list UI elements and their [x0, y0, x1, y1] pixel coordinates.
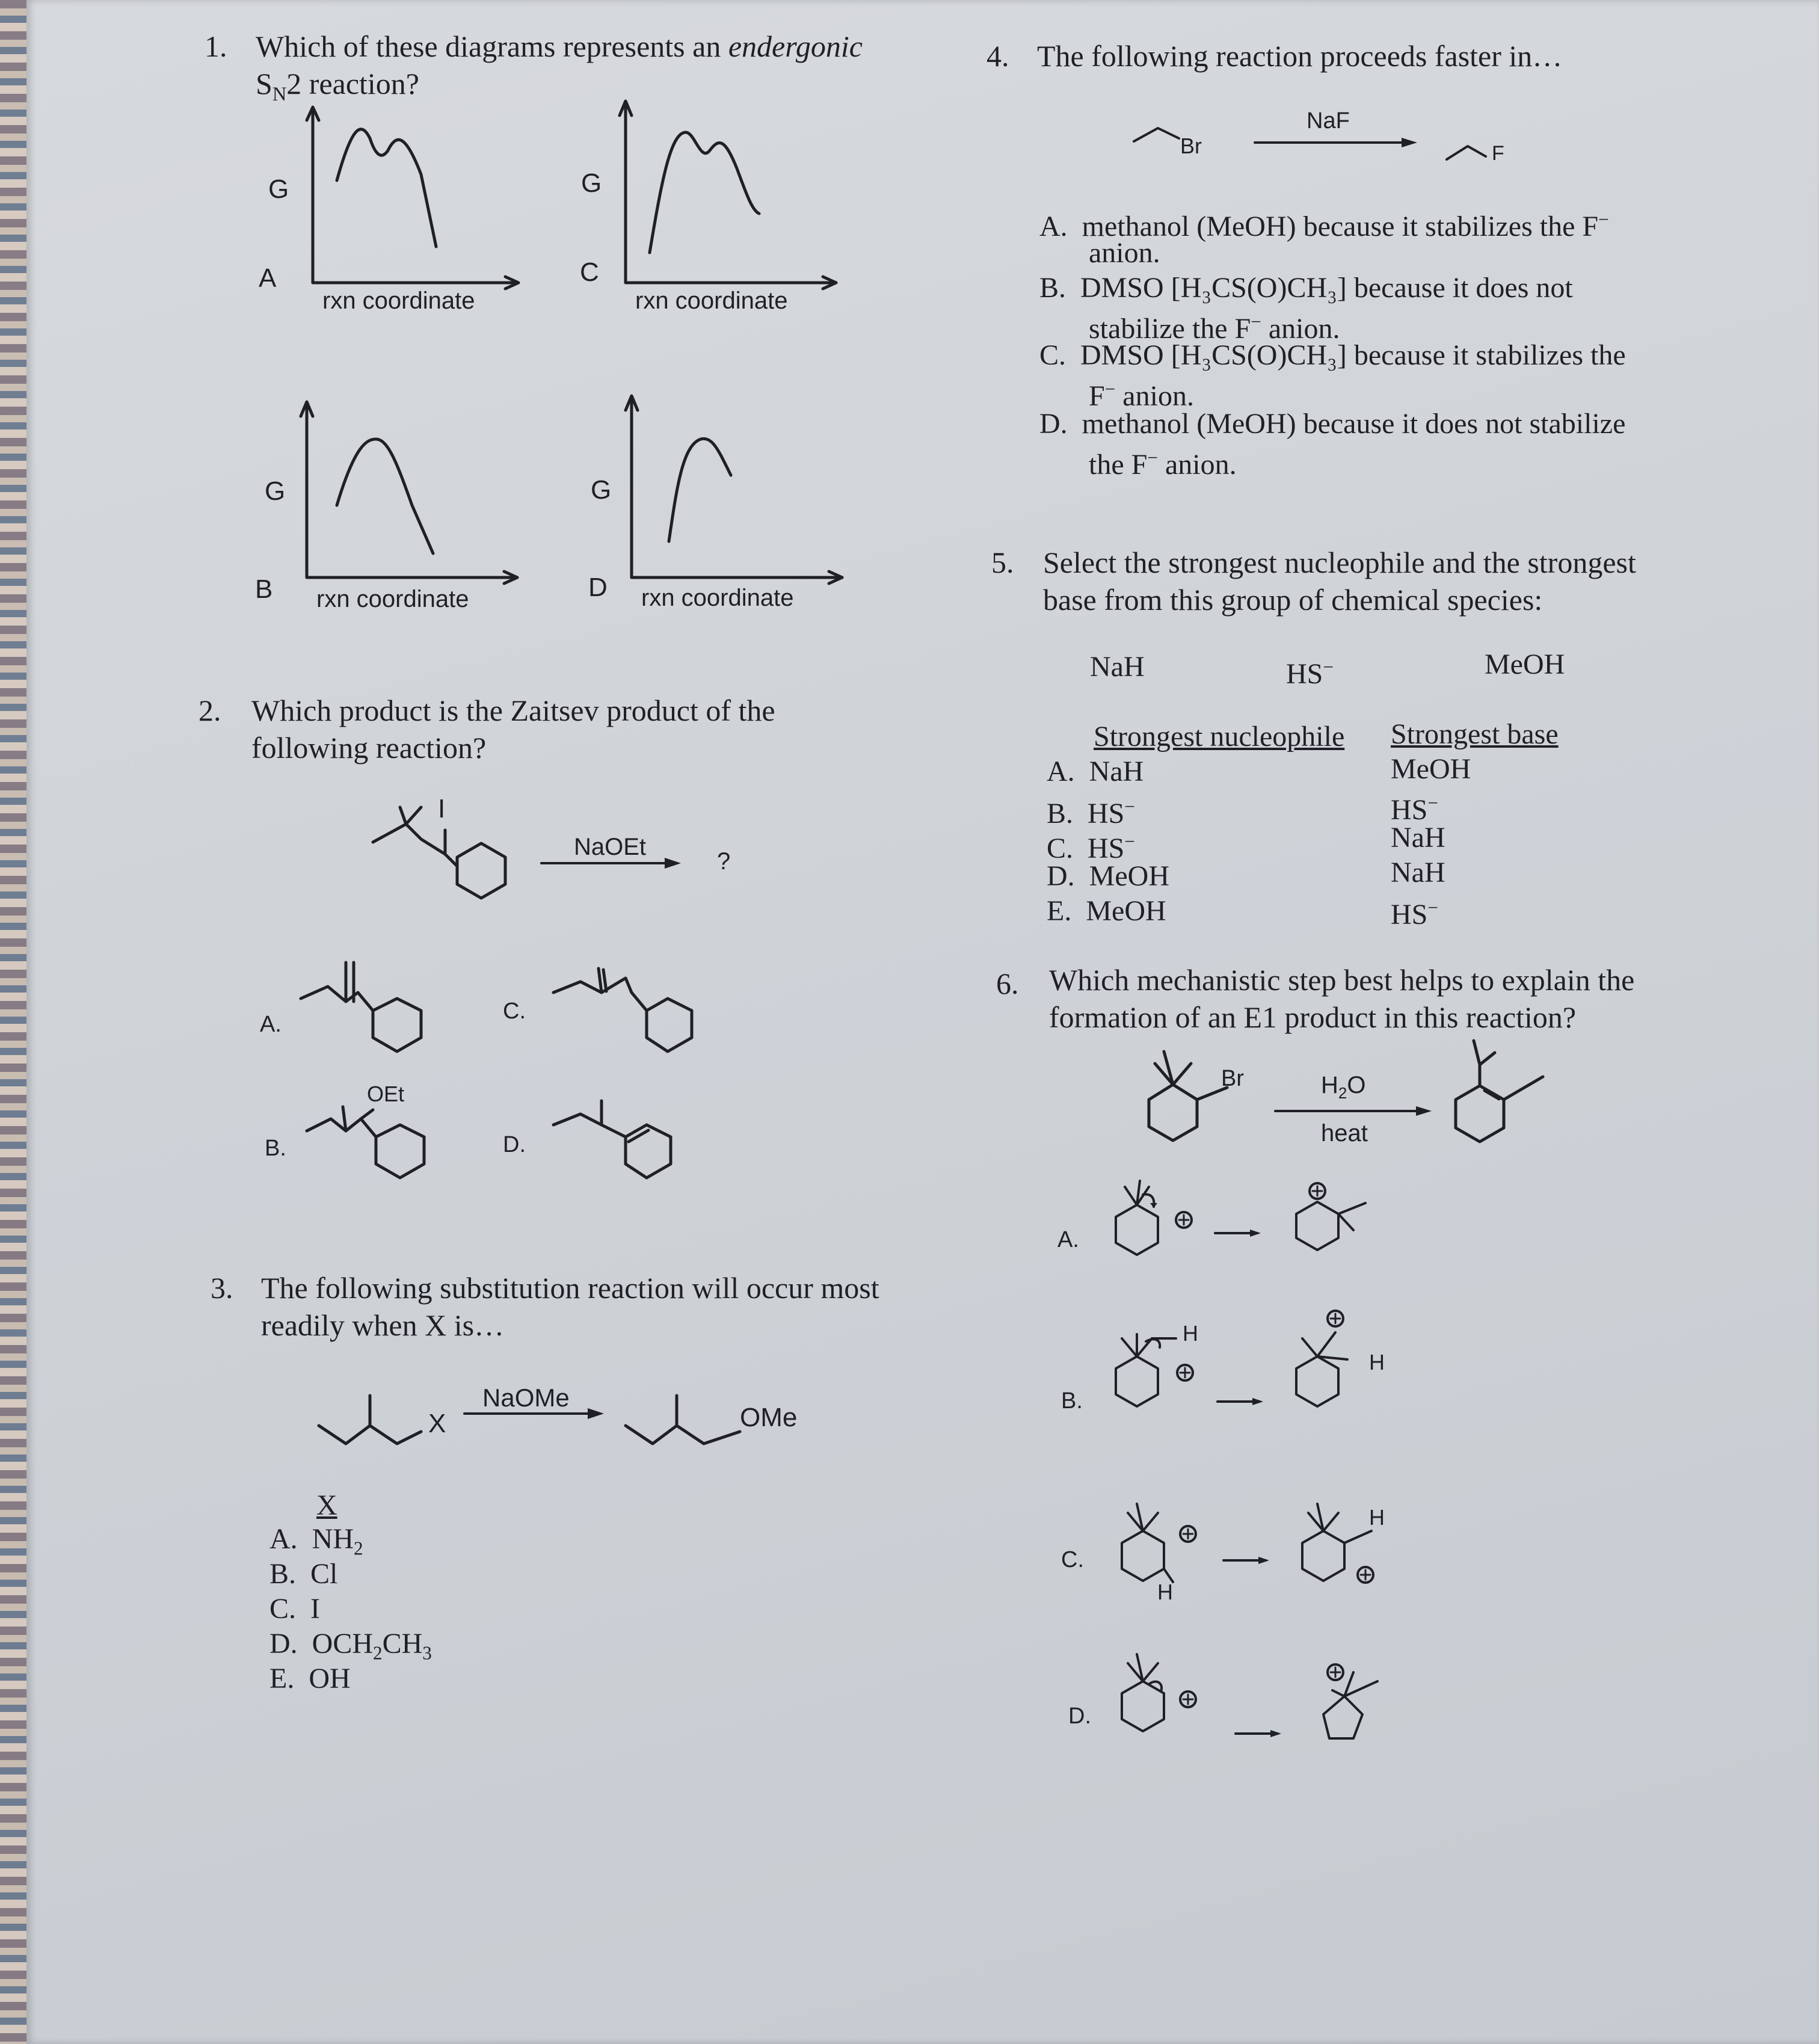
q3-leaving-group: X	[428, 1409, 446, 1438]
q4-option-d-cont	[1089, 440, 1237, 482]
q6-option-b-left-structure	[1095, 1305, 1215, 1438]
q5-row-c-base: NaH	[1391, 822, 1445, 854]
q6-option-d-left-structure	[1101, 1636, 1221, 1756]
q4-option-c-letter: C.	[1039, 339, 1066, 371]
q1-sn-post: 2 reaction?	[286, 67, 419, 100]
q5-row-d-letter: D.	[1047, 860, 1075, 892]
q6-option-d-right-structure	[1287, 1636, 1408, 1768]
q4-product-f: F	[1492, 142, 1504, 165]
q6-prompt-line2: formation of an E1 product in this reaction?	[1049, 1000, 1577, 1034]
q6-water-o: O	[1347, 1072, 1366, 1098]
q6-option-c-right-structure	[1281, 1486, 1402, 1606]
q4-option-b-sup: −	[1251, 311, 1261, 332]
q1-sn-sub: N	[272, 84, 287, 105]
q4-option-a-sup: −	[1598, 209, 1609, 230]
q4-reactant-br: Br	[1180, 134, 1202, 158]
q6-prompt-line1: Which mechanistic step best helps to explain the	[1049, 963, 1635, 997]
q5-row-c-letter: C.	[1047, 833, 1074, 864]
q6-option-b-h-left: H	[1183, 1321, 1198, 1346]
q3-option-e-letter: E.	[269, 1663, 295, 1695]
q2-option-d-letter: D.	[503, 1132, 526, 1157]
q5-row-b-nuc-sup: −	[1124, 796, 1135, 817]
q6-option-c-h-right: H	[1369, 1505, 1385, 1530]
q3-option-a-value: NH	[312, 1523, 354, 1555]
q6-water-h: H	[1321, 1072, 1338, 1098]
diagram-d-y-axis: G	[591, 475, 612, 505]
q5-prompt-line2: base from this group of chemical species:	[1043, 583, 1543, 617]
q4-option-d-line1: methanol (MeOH) because it does not stabilize	[1082, 408, 1626, 440]
q4-option-c-line2b: anion.	[1115, 380, 1194, 412]
background-fabric	[0, 0, 26, 2044]
q4-reaction-arrow	[1255, 134, 1423, 152]
q4-reagent: NaF	[1307, 108, 1350, 134]
q6-option-b-h-right: H	[1369, 1350, 1385, 1374]
q2-option-a-letter: A.	[260, 1012, 282, 1037]
q4-option-c-line2: F	[1089, 380, 1105, 412]
q5-row-e-base-sup: −	[1427, 897, 1438, 918]
q6-option-a-right-structure	[1275, 1167, 1383, 1275]
q3-product-group: OMe	[740, 1403, 798, 1432]
q1-prompt-text: Which of these diagrams represents an	[256, 29, 728, 63]
q2-prompt-line2: following reaction?	[251, 731, 487, 765]
q5-col-base-header: Strongest base	[1391, 718, 1559, 750]
q5-row-e-letter: E.	[1047, 895, 1072, 927]
q3-prompt-line1: The following substitution reaction will occur most	[261, 1271, 879, 1305]
q5-row-b-base-text: HS	[1391, 794, 1428, 826]
q6-option-c-letter[interactable]: C.	[1061, 1547, 1084, 1572]
q6-reactant-structure	[1131, 1039, 1251, 1160]
q3-number: 3.	[211, 1271, 233, 1305]
q3-option-b-value: Cl	[310, 1558, 338, 1590]
q3-product-structure	[620, 1384, 752, 1462]
q4-option-a-cont: anion.	[1089, 237, 1160, 269]
q3-option-c-value: I	[310, 1593, 320, 1625]
q4-option-b-line2b: anion.	[1261, 313, 1340, 345]
diagram-d-letter: D	[588, 573, 608, 602]
q3-option-d-letter: D.	[269, 1628, 298, 1660]
q3-reaction-arrow	[464, 1405, 609, 1423]
q4-option-d-sup: −	[1147, 447, 1158, 468]
q6-option-a-left-structure	[1095, 1166, 1203, 1274]
q1-prompt-emphasis: endergonic	[728, 29, 863, 63]
q4-option-b-letter: B.	[1039, 272, 1066, 304]
q4-option-a-line1: methanol (MeOH) because it stabilizes the F	[1082, 211, 1599, 242]
q5-row-c-nuc: HS	[1088, 833, 1125, 864]
q5-row-a[interactable]	[1047, 754, 1143, 789]
diagram-a-x-axis: rxn coordinate	[322, 288, 475, 314]
q6-option-c-arrow	[1223, 1554, 1272, 1566]
q6-product-structure	[1438, 1029, 1558, 1161]
q6-option-d-arrow	[1236, 1728, 1284, 1740]
q4-option-c-sup: −	[1104, 378, 1116, 399]
q6-reagent-water	[1321, 1072, 1365, 1103]
q5-prompt-line1: Select the strongest nucleophile and the strongest	[1043, 546, 1636, 579]
q3-option-d-value: OCH	[312, 1628, 374, 1660]
q6-reactant-br: Br	[1221, 1066, 1244, 1091]
q4-prompt: The following reaction proceeds faster in…	[1037, 39, 1563, 73]
q6-option-d-letter[interactable]: D.	[1068, 1704, 1091, 1729]
q6-option-c-h-left: H	[1157, 1580, 1173, 1604]
diagram-b-x-axis: rxn coordinate	[316, 586, 469, 612]
q6-option-b-letter[interactable]: B.	[1061, 1388, 1083, 1414]
q3-option-d-sub2: 3	[422, 1642, 432, 1664]
q5-number: 5.	[991, 546, 1014, 579]
diagram-c-letter: C	[580, 257, 599, 287]
q2-option-c-structure	[541, 944, 710, 1065]
q5-row-e-base-text: HS	[1391, 899, 1428, 931]
q4-option-d-line2: the F	[1089, 449, 1148, 481]
q5-species-meoh: MeOH	[1485, 648, 1565, 680]
q3-option-d-sub: 2	[373, 1642, 383, 1664]
q4-option-c[interactable]	[1039, 338, 1626, 373]
energy-diagram-a	[253, 102, 529, 301]
q5-row-d[interactable]	[1047, 859, 1169, 894]
diagram-c-y-axis: G	[581, 168, 602, 198]
q3-option-c[interactable]	[269, 1592, 320, 1627]
q2-option-b-oet: OEt	[367, 1082, 405, 1106]
q5-row-a-nuc: NaH	[1089, 756, 1144, 787]
q4-option-c-line1: DMSO [H₃CS(O)CH₃] because it stabilizes the	[1080, 339, 1626, 371]
q5-row-b-nuc: HS	[1088, 798, 1125, 830]
q2-prompt-line1: Which product is the Zaitsev product of the	[251, 694, 775, 727]
q2-reaction-arrow	[541, 854, 686, 872]
q1-number: 1.	[205, 29, 227, 63]
q2-iodo-label: I	[438, 794, 446, 823]
q2-option-a-structure	[289, 950, 469, 1071]
q3-option-d-value2: CH	[382, 1628, 423, 1660]
q2-product-unknown: ?	[717, 848, 731, 875]
q3-option-b-letter: B.	[269, 1558, 297, 1590]
q5-row-d-nuc: MeOH	[1089, 860, 1169, 892]
q5-row-e-base	[1391, 890, 1438, 932]
q5-species-hs	[1286, 650, 1334, 692]
diagram-b-y-axis: G	[265, 476, 286, 506]
q4-option-a-letter: A.	[1039, 211, 1068, 242]
q2-option-c-letter: C.	[503, 999, 526, 1024]
q6-reaction-arrow	[1275, 1102, 1438, 1120]
q5-row-a-letter: A.	[1047, 756, 1075, 787]
q2-option-b-letter: B.	[265, 1136, 286, 1161]
q1-sn-s: S	[256, 67, 272, 100]
q3-reagent: NaOMe	[482, 1384, 570, 1412]
q5-row-b-letter: B.	[1047, 798, 1074, 830]
energy-diagram-b	[247, 397, 529, 589]
q6-option-a-arrow	[1215, 1227, 1263, 1239]
q4-number: 4.	[986, 39, 1009, 73]
energy-diagram-c	[565, 96, 842, 301]
q1-prompt-line1	[256, 28, 863, 65]
q4-option-d-letter: D.	[1039, 408, 1068, 440]
q3-option-e-value: OH	[309, 1663, 351, 1695]
q5-row-b-base-sup: −	[1427, 792, 1438, 813]
q5-row-d-base: NaH	[1391, 857, 1445, 888]
q5-row-a-base: MeOH	[1391, 753, 1471, 785]
q6-water-sub: 2	[1338, 1084, 1347, 1102]
q2-reactant-structure	[361, 794, 541, 914]
q6-option-b-arrow	[1217, 1396, 1266, 1408]
q4-option-b-line1: DMSO [H₃CS(O)CH₃] because it does not	[1080, 272, 1573, 304]
q6-reagent-heat: heat	[1321, 1120, 1368, 1147]
diagram-b-letter: B	[255, 574, 273, 604]
q5-row-e-nuc: MeOH	[1086, 895, 1166, 927]
q4-option-b[interactable]	[1039, 271, 1573, 306]
q5-species-hs-text: HS	[1286, 658, 1323, 690]
q4-option-d[interactable]	[1039, 407, 1625, 442]
energy-diagram-d	[571, 391, 854, 589]
q5-row-e[interactable]	[1047, 894, 1166, 929]
q3-option-b[interactable]	[269, 1557, 337, 1592]
q4-option-d-line2b: anion.	[1157, 449, 1237, 481]
q3-option-e[interactable]	[269, 1661, 351, 1696]
diagram-a-y-axis: G	[268, 174, 289, 204]
q5-species-nah: NaH	[1090, 651, 1145, 683]
q3-option-c-letter: C.	[269, 1593, 297, 1625]
q2-option-b-structure	[295, 1083, 475, 1203]
q2-option-d-structure	[541, 1077, 710, 1197]
q3-prompt-line2: readily when X is…	[261, 1308, 505, 1342]
diagram-d-x-axis: rxn coordinate	[641, 585, 794, 611]
q5-row-c-nuc-sup: −	[1124, 831, 1135, 852]
q3-table-header: X	[316, 1489, 337, 1521]
q6-number: 6.	[996, 967, 1019, 1000]
q3-option-a-letter: A.	[269, 1523, 298, 1555]
q3-option-a-sub: 2	[354, 1538, 363, 1559]
q5-species-hs-sup: −	[1323, 656, 1334, 677]
q6-option-a-letter[interactable]: A.	[1057, 1227, 1079, 1252]
q5-col-nucleophile-header: Strongest nucleophile	[1094, 721, 1345, 753]
diagram-a-letter: A	[259, 263, 277, 293]
q4-option-b-line2: stabilize the F	[1089, 313, 1251, 345]
diagram-c-x-axis: rxn coordinate	[635, 288, 788, 314]
q2-number: 2.	[199, 694, 221, 727]
q2-reagent: NaOEt	[574, 834, 647, 860]
